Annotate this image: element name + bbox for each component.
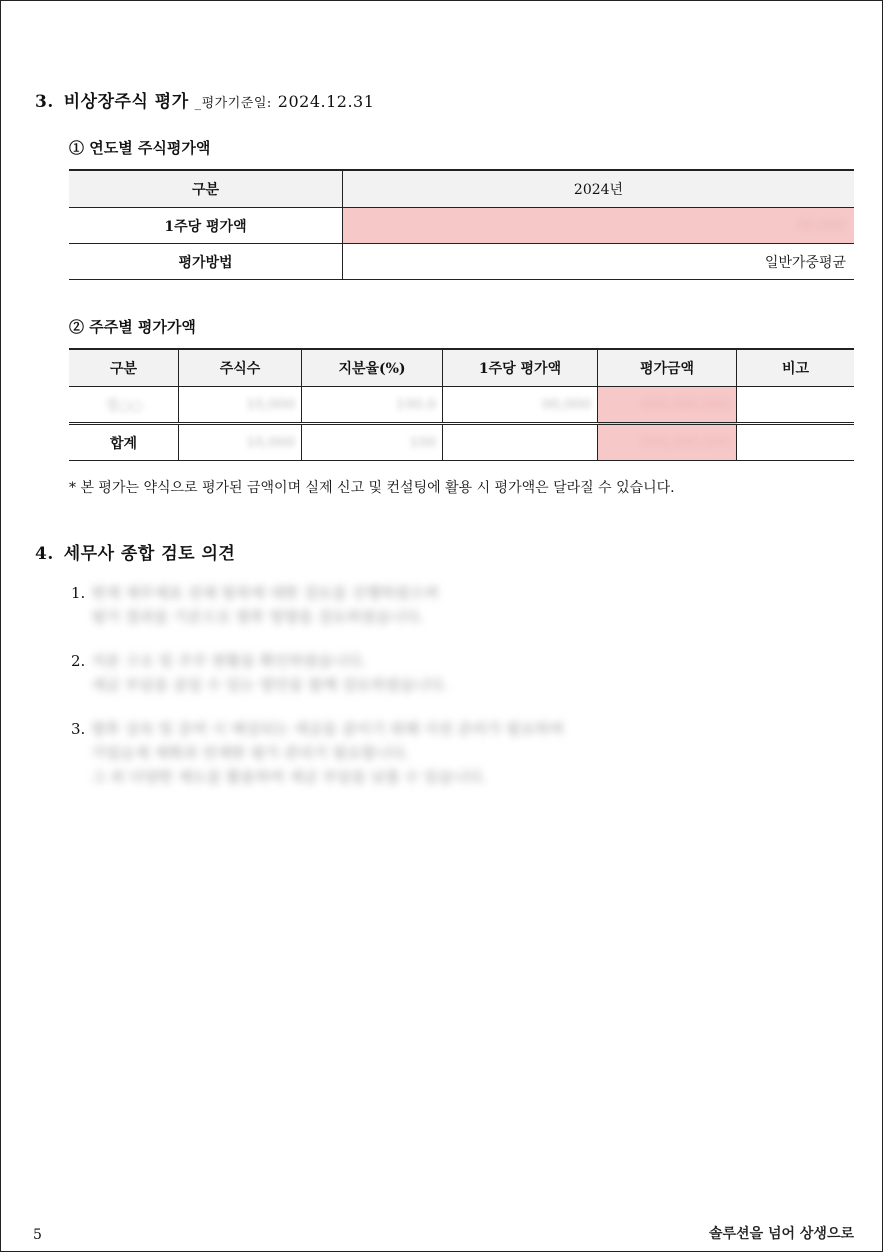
opinion-line: 현재 재무제표 전체 항목에 대한 검토를 진행하였으며	[91, 584, 439, 602]
total-amount-cell	[598, 424, 737, 461]
amount-value: 000,000,000	[640, 396, 730, 413]
opinion-line: 평가 결과를 기준으로 향후 방향을 검토하였습니다.	[91, 608, 424, 626]
section-4-heading	[35, 539, 235, 564]
shareholder-valuation-table	[69, 348, 854, 461]
yearly-valuation-title: ① 연도별 주식평가액	[69, 139, 211, 157]
yearly-valuation-table	[69, 169, 854, 280]
section-3-heading	[35, 87, 374, 112]
list-item	[71, 717, 564, 789]
total-ratio: 100	[409, 434, 436, 451]
total-remark	[737, 424, 855, 461]
section-3-title: 비상장주식 평가	[63, 92, 189, 112]
section-4-number: 4.	[35, 544, 54, 564]
per-share-value: 00,000	[797, 217, 846, 234]
list-item	[71, 649, 564, 697]
table-header-row	[69, 349, 854, 387]
total-ratio-cell	[302, 424, 443, 461]
section-3-number: 3.	[35, 92, 54, 112]
section-4-title: 세무사 종합 검토 의견	[63, 544, 236, 564]
total-per-share	[443, 424, 598, 461]
opinion-index: 3.	[71, 720, 86, 738]
total-amount: 000,000,000	[640, 434, 730, 451]
tax-opinion-list	[71, 581, 564, 809]
opinion-index: 1.	[71, 584, 86, 602]
shareholder-name-cell	[69, 387, 179, 424]
table-row	[69, 208, 854, 244]
opinion-line: 지분 구조 및 주주 현황을 확인하였습니다.	[91, 652, 366, 670]
shareholder-valuation-title: ② 주주별 평가가액	[69, 318, 196, 336]
valuation-date: 2024.12.31	[277, 92, 375, 111]
ratio-value: 100.0	[395, 396, 436, 413]
column-header: 1주당 평가액	[443, 349, 598, 387]
total-shares: 10,000	[246, 434, 295, 451]
total-row	[69, 424, 854, 461]
table-header-row	[69, 170, 854, 208]
row-label: 1주당 평가액	[69, 208, 343, 244]
page-number: 5	[33, 1227, 42, 1243]
ratio-cell	[302, 387, 443, 424]
opinion-line: 가업승계 계획과 연계한 평가 관리가 필요합니다.	[91, 744, 410, 762]
list-item	[71, 581, 564, 629]
remark-cell	[737, 387, 855, 424]
total-label: 합계	[69, 424, 179, 461]
opinion-line: 세금 부담을 줄일 수 있는 방안을 함께 검토하였습니다.	[91, 676, 448, 694]
shareholder-name: 정○○	[104, 397, 143, 414]
total-shares-cell	[179, 424, 302, 461]
table-row	[69, 387, 854, 424]
opinion-index: 2.	[71, 652, 86, 670]
column-header: 비고	[737, 349, 855, 387]
column-header: 구분	[69, 349, 179, 387]
column-header: 평가금액	[598, 349, 737, 387]
column-header: 지분율(%)	[302, 349, 443, 387]
shares-cell	[179, 387, 302, 424]
valuation-date-label: _평가기준일:	[194, 96, 272, 111]
valuation-disclaimer: * 본 평가는 약식으로 평가된 금액이며 실제 신고 및 컨설팅에 활용 시 평가액은 달라질 수 있습니다.	[69, 480, 675, 496]
row-label: 평가방법	[69, 244, 343, 280]
valuation-method: 일반가중평균	[343, 244, 855, 280]
footer-slogan: 솔루션을 넘어 상생으로	[709, 1226, 854, 1242]
table-row	[69, 244, 854, 280]
column-header: 구분	[69, 170, 343, 208]
column-header: 2024년	[343, 170, 855, 208]
shares-value: 10,000	[246, 396, 295, 413]
per-share-value: 00,000	[542, 396, 591, 413]
per-share-cell	[443, 387, 598, 424]
per-share-value-cell	[343, 208, 855, 244]
opinion-line: 향후 상속 및 증여 시 예상되는 세금을 줄이기 위해 사전 준비가 필요하며	[91, 720, 564, 738]
amount-cell	[598, 387, 737, 424]
opinion-line: 그 외 다양한 제도를 활용하여 세금 부담을 낮출 수 있습니다.	[91, 768, 487, 786]
column-header: 주식수	[179, 349, 302, 387]
